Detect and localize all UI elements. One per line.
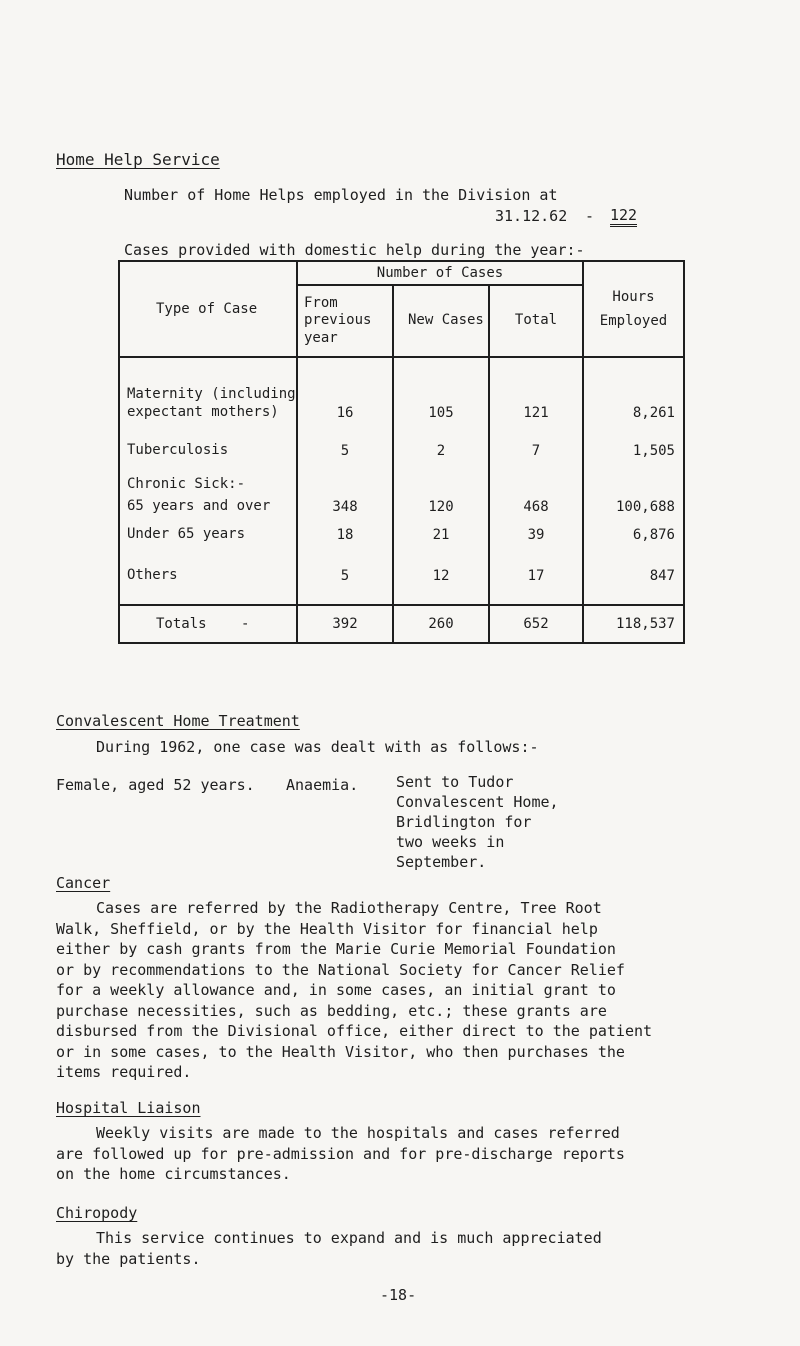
cases-intro: Cases provided with domestic help during the year:- (124, 241, 585, 259)
cell-from: 5 (297, 425, 393, 463)
cell-new: 105 (393, 357, 489, 425)
convalescent-outcome (396, 772, 559, 872)
hospital-heading: Hospital Liaison (56, 1099, 201, 1117)
page-heading: Home Help Service (56, 150, 220, 169)
cell-from: 16 (297, 357, 393, 425)
totals-total: 652 (489, 605, 583, 643)
totals-new: 260 (393, 605, 489, 643)
cell-total: 121 (489, 357, 583, 425)
cell-hours: 1,505 (583, 425, 684, 463)
chiropody-line: by the patients. (56, 1249, 201, 1268)
cancer-line: either by cash grants from the Marie Curie Memorial Foundation (56, 940, 616, 958)
cancer-line: or in some cases, to the Health Visitor, who then purchases the (56, 1042, 625, 1061)
cell-new: 12 (393, 547, 489, 605)
cancer-line: for a weekly allowance and, in some cases, an initial grant to (56, 981, 616, 999)
convalescent-heading: Convalescent Home Treatment (56, 712, 300, 730)
row-label: Maternity (including expectant mothers) (119, 357, 297, 425)
chiropody-heading: Chiropody (56, 1204, 138, 1222)
cell-from: 348 (297, 493, 393, 519)
cancer-line: disbursed from the Divisional office, either direct to the patient (56, 1022, 653, 1040)
col-number-header: Number of Cases (297, 261, 583, 285)
outcome-line: Sent to Tudor (396, 773, 514, 791)
col-type-header: Type of Case (119, 261, 297, 357)
col-hours-label-1: Hours (612, 289, 655, 305)
hospital-line: on the home circumstances. (56, 1165, 291, 1183)
outcome-line: Bridlington for (396, 813, 532, 831)
cell-hours: 847 (583, 547, 684, 605)
cancer-paragraph (56, 898, 652, 1083)
page-number: -18- (380, 1286, 417, 1304)
outcome-line: September. (396, 853, 487, 871)
row-label: Tuberculosis (119, 425, 297, 463)
table-row (119, 519, 684, 547)
cell-new: 120 (393, 493, 489, 519)
chiropody-paragraph (56, 1228, 602, 1269)
table-row (119, 425, 684, 463)
cell-hours: 100,688 (583, 493, 684, 519)
cell-total: 7 (489, 425, 583, 463)
totals-label-cell (119, 605, 297, 643)
convalescent-intro: During 1962, one case was dealt with as follows:- (96, 738, 539, 756)
table-row (119, 493, 684, 519)
chiropody-line: This service continues to expand and is much appreciated (96, 1229, 602, 1247)
totals-hours: 118,537 (583, 605, 684, 643)
outcome-line: two weeks in (396, 833, 505, 851)
row-label: Chronic Sick:- (119, 463, 297, 493)
cell-new: 21 (393, 519, 489, 547)
cell-new: 2 (393, 425, 489, 463)
table-row (119, 463, 684, 493)
cancer-line: Cases are referred by the Radiotherapy Centre, Tree Root (96, 899, 602, 917)
table-row (119, 357, 684, 425)
cell-total: 17 (489, 547, 583, 605)
cell-from: 18 (297, 519, 393, 547)
col-total-header: Total (489, 285, 583, 357)
cell-hours: 8,261 (583, 357, 684, 425)
cancer-heading: Cancer (56, 874, 111, 892)
row-label: Under 65 years (119, 519, 297, 547)
totals-label: Totals (156, 616, 207, 632)
col-hours-header (583, 261, 684, 357)
col-from-header: From previous year (297, 285, 393, 357)
cell-hours: 6,876 (583, 519, 684, 547)
cell-total: 468 (489, 493, 583, 519)
hospital-line: Weekly visits are made to the hospitals and cases referred (96, 1124, 620, 1142)
cancer-line: or by recommendations to the National Society for Cancer Relief (56, 960, 625, 979)
col-hours-label-2: Employed (599, 313, 668, 329)
helps-dash: - (585, 207, 595, 225)
row-label: 65 years and over (119, 493, 297, 519)
outcome-line: Convalescent Home, (396, 793, 559, 811)
table-row (119, 547, 684, 605)
cases-table (118, 260, 685, 644)
cell-total: 39 (489, 519, 583, 547)
totals-row (119, 605, 684, 643)
helps-date: 31.12.62 (495, 207, 568, 225)
totals-dash: - (241, 616, 250, 632)
cell-from: 5 (297, 547, 393, 605)
helps-line1: Number of Home Helps employed in the Division at (124, 186, 558, 204)
cancer-line: items required. (56, 1063, 192, 1081)
convalescent-condition: Anaemia. (286, 776, 359, 794)
hospital-paragraph (56, 1123, 625, 1185)
totals-from: 392 (297, 605, 393, 643)
cancer-line: Walk, Sheffield, or by the Health Visitor for financial help (56, 919, 598, 938)
cancer-line: purchase necessities, such as bedding, etc.; these grants are (56, 1001, 607, 1020)
convalescent-patient: Female, aged 52 years. (56, 776, 255, 794)
helps-value: 122 (610, 207, 637, 227)
col-new-header: New Cases (393, 285, 489, 357)
row-label: Others (119, 547, 297, 605)
hospital-line: are followed up for pre-admission and for pre-discharge reports (56, 1144, 625, 1163)
